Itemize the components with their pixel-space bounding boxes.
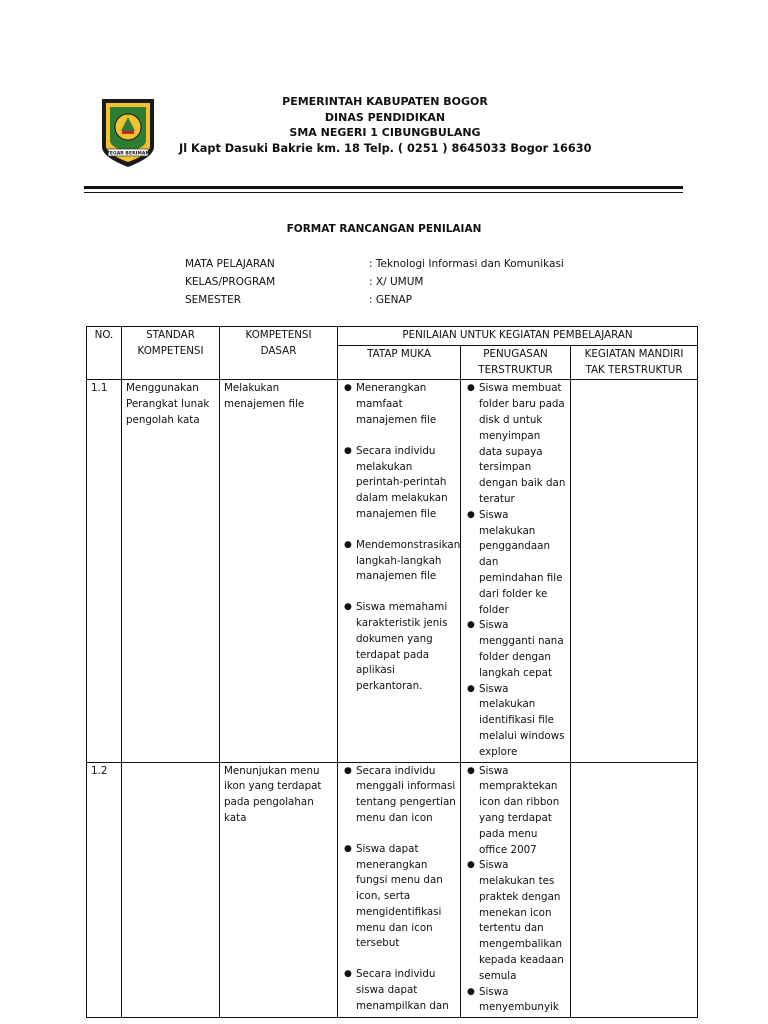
kabupaten-bogor-emblem-icon xyxy=(100,97,156,169)
bullet-icon: ● xyxy=(467,620,475,631)
header-kompetensi-dasar: KOMPETENSI DASAR xyxy=(220,327,338,380)
header-kegiatan-mandiri: KEGIATAN MANDIRI TAK TERSTRUKTUR xyxy=(571,345,698,380)
cell-standar-kompetensi xyxy=(122,762,220,1018)
cell-kompetensi-dasar: Menunjukan menu ikon yang terdapat pada pengolahan kata xyxy=(220,762,338,1018)
header-row xyxy=(87,327,698,346)
list-item: ● Siswa mempraktekan icon dan ribbon yang terdapat pada menu office 2007 xyxy=(467,764,560,856)
bullet-icon: ● xyxy=(467,986,475,997)
bullet-icon: ● xyxy=(344,843,352,854)
letterhead-address: Jl Kapt Dasuki Bakrie km. 18 Telp. ( 0251 ) 8645033 Bogor 16630 xyxy=(179,141,592,155)
list-item: ● Siswa dapat menerangkan fungsi menu dan icon, serta mengidentifikasi menu dan icon tersebut xyxy=(344,842,443,950)
bullet-icon: ● xyxy=(344,539,352,550)
cell-kegiatan-mandiri xyxy=(571,762,698,1018)
meta-row xyxy=(185,273,605,291)
meta-row xyxy=(185,291,605,309)
list-item: ● Siswa mengganti nana folder dengan langkah cepat xyxy=(467,619,564,679)
table-row xyxy=(87,762,698,1018)
header-penugasan-terstruktur: PENUGASAN TERSTRUKTUR xyxy=(461,345,571,380)
bullet-icon: ● xyxy=(344,969,352,980)
list-item: ● Siswa memahami karakteristik jenis dokumen yang terdapat pada aplikasi perkantoran. xyxy=(344,601,448,693)
list-item: ● Siswa melakukan penggandaan dan pemindahan file dari folder ke folder xyxy=(467,508,563,616)
list-item: ● Siswa melakukan tes praktek dengan menekan icon tertentu dan mengembalikan kepada keadaan semula xyxy=(467,859,564,982)
meta-label: MATA PELAJARAN xyxy=(185,258,275,270)
cell-kegiatan-mandiri xyxy=(571,380,698,762)
cell-kompetensi-dasar: Melakukan menajemen file xyxy=(220,380,338,762)
bullet-icon: ● xyxy=(344,383,352,394)
list-item: ● Secara individu melakukan perintah-perintah dalam melakukan manajemen file xyxy=(344,444,448,520)
bullet-icon: ● xyxy=(467,683,475,694)
meta-label: SEMESTER xyxy=(185,294,242,306)
bullet-icon: ● xyxy=(467,509,475,520)
list-item: ● Siswa membuat folder baru pada disk d untuk menyimpan data supaya tersimpan dengan baik dan teratur xyxy=(467,382,566,505)
header-penilaian-group: PENILAIAN UNTUK KEGIATAN PEMBELAJARAN xyxy=(338,327,698,346)
document-title: FORMAT RANCANGAN PENILAIAN xyxy=(286,223,482,235)
list-item: ● Siswa menyembunyik xyxy=(467,985,559,1014)
header-no: NO. xyxy=(87,327,122,380)
bullet-icon: ● xyxy=(344,602,352,613)
subject-info xyxy=(185,255,605,309)
list-item: ● Secara individu siswa dapat menampilkan dan xyxy=(344,968,449,1012)
cell-tatap-muka xyxy=(338,762,461,1018)
logo-motto: TEGAR BERIMAN xyxy=(106,151,150,157)
cell-standar-kompetensi: Menggunakan Perangkat lunak pengolah kata xyxy=(122,380,220,762)
bullet-icon: ● xyxy=(467,765,475,776)
assessment-table xyxy=(86,326,698,1018)
meta-row xyxy=(185,255,605,273)
cell-no: 1.2 xyxy=(87,762,122,1018)
letterhead-rule-thin xyxy=(84,192,683,193)
cell-penugasan xyxy=(461,380,571,762)
letterhead-line-3: SMA NEGERI 1 CIBUNGBULANG xyxy=(289,126,481,139)
table-row xyxy=(87,380,698,762)
list-item: ● Secara individu menggali informasi tentang pengertian menu dan icon xyxy=(344,764,456,824)
letterhead-line-2: DINAS PENDIDIKAN xyxy=(324,110,446,124)
letterhead xyxy=(179,94,592,156)
header-tatap-muka: TATAP MUKA xyxy=(338,345,461,380)
meta-label: KELAS/PROGRAM xyxy=(185,276,276,288)
cell-penugasan xyxy=(461,762,571,1018)
bullet-icon: ● xyxy=(344,445,352,456)
bullet-icon: ● xyxy=(467,860,475,871)
list-item: ● Menerangkan mamfaat manajemen file xyxy=(344,382,437,426)
cell-no: 1.1 xyxy=(87,380,122,762)
header-standar-kompetensi: STANDAR KOMPETENSI xyxy=(122,327,220,380)
list-item: ● Siswa melakukan identifikasi file melalui windows explore xyxy=(467,682,565,758)
bullet-icon: ● xyxy=(344,765,352,776)
meta-value: : Teknologi Informasi dan Komunikasi xyxy=(369,258,564,270)
bullet-icon: ● xyxy=(467,383,475,394)
letterhead-rule-thick xyxy=(84,186,683,189)
list-item: ● Mendemonstrasikan langkah-langkah manajemen file xyxy=(344,538,461,583)
meta-value: : X/ UMUM xyxy=(369,276,424,288)
cell-tatap-muka xyxy=(338,380,461,762)
meta-value: : GENAP xyxy=(369,294,413,306)
letterhead-line-1: PEMERINTAH KABUPATEN BOGOR xyxy=(282,95,488,108)
